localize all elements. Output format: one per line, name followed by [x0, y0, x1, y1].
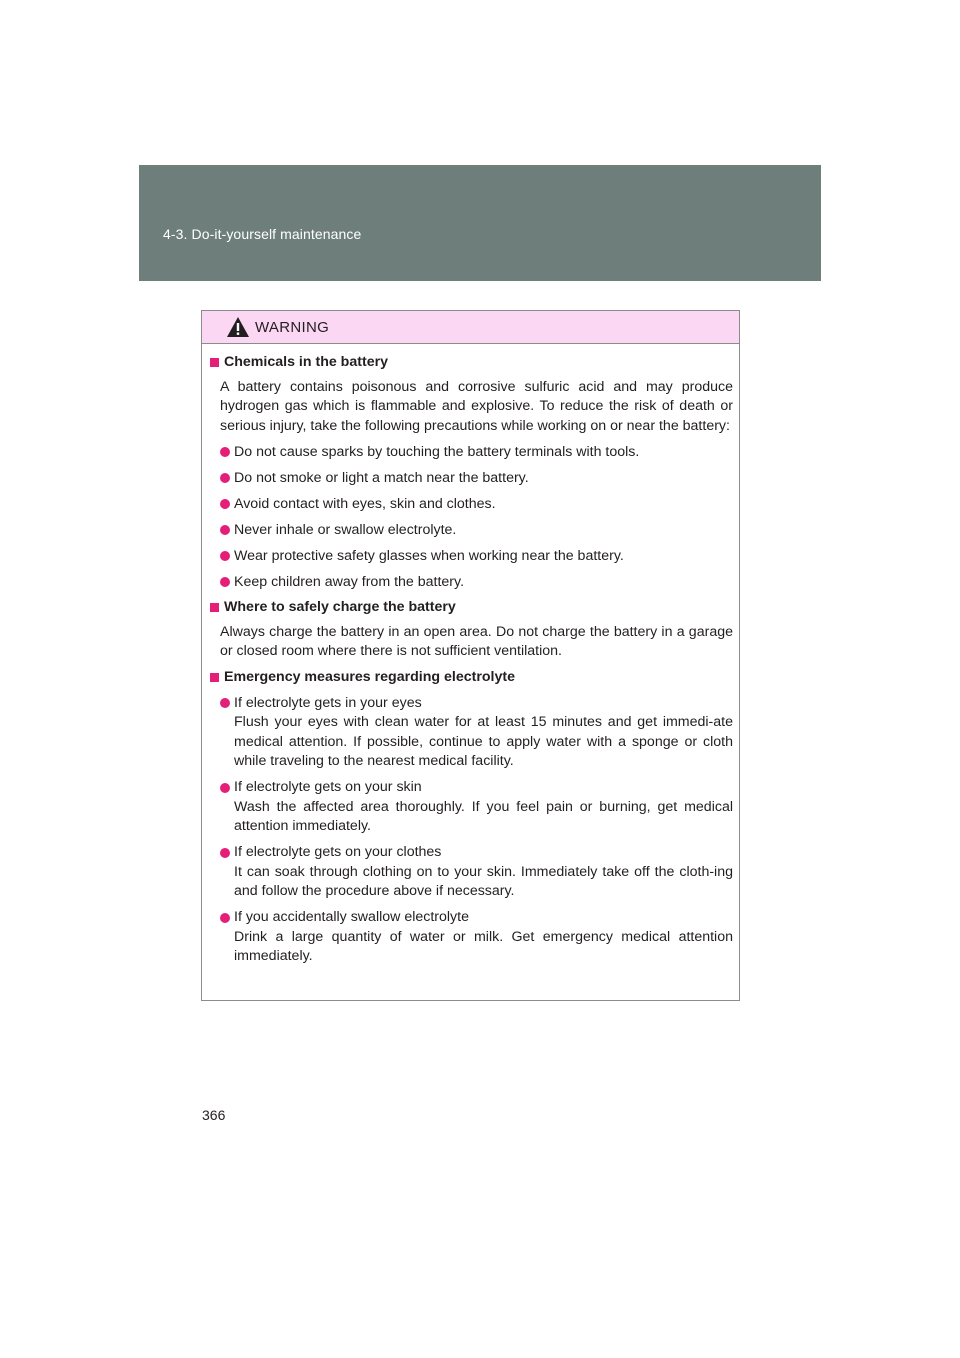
page-number: 366 [202, 1107, 226, 1123]
section-paragraph: Always charge the battery in an open area. Do not charge the battery in a garage or closed room where there is not sufficient ventilation. [220, 623, 733, 659]
circle-bullet-icon [220, 447, 230, 457]
section-heading: Emergency measures regarding electrolyte [208, 668, 733, 688]
circle-bullet-icon [220, 698, 230, 708]
warning-body [202, 344, 739, 967]
warning-triangle-icon [226, 316, 250, 338]
circle-bullet-icon [220, 473, 230, 483]
square-bullet-icon [210, 358, 219, 367]
item-title: If electrolyte gets on your skin [234, 779, 422, 795]
item-title: If you accidentally swallow electrolyte [234, 909, 469, 925]
section-paragraph: A battery contains poisonous and corrosive sulfuric acid and may produce hydrogen gas which is flammable and explosive. To reduce the risk of death or serious injury, take the following precautions while working on or near the battery: [220, 378, 733, 434]
item-title: If electrolyte gets in your eyes [234, 694, 422, 711]
item-text: Drink a large quantity of water or milk. Get emergency medical attention immediately. [234, 928, 733, 964]
warning-box [201, 310, 740, 1001]
section-heading: Where to safely charge the battery [208, 598, 733, 618]
circle-bullet-icon [220, 913, 230, 923]
circle-bullet-icon [220, 551, 230, 561]
warning-header [202, 311, 739, 344]
list-item: Never inhale or swallow electrolyte. [208, 521, 733, 541]
circle-bullet-icon [220, 783, 230, 793]
circle-bullet-icon [220, 848, 230, 858]
circle-bullet-icon [220, 525, 230, 535]
list-item: Do not cause sparks by touching the battery terminals with tools. [208, 443, 733, 463]
list-item: Do not smoke or light a match near the battery. [208, 469, 733, 489]
chapter-header-band [139, 165, 821, 281]
list-item: Wear protective safety glasses when working near the battery. [208, 547, 733, 567]
square-bullet-icon [210, 603, 219, 612]
square-bullet-icon [210, 673, 219, 682]
list-item: Keep children away from the battery. [208, 573, 733, 593]
list-item [208, 843, 733, 902]
item-title: If electrolyte gets on your clothes [234, 844, 442, 860]
list-item: Avoid contact with eyes, skin and clothes. [208, 495, 733, 515]
list-item [208, 694, 733, 772]
item-text: Flush your eyes with clean water for at least 15 minutes and get immedi-ate medical attention. If possible, continue to apply water with a sponge or cloth while traveling to the nearest medical facility. [234, 714, 733, 769]
list-item [208, 778, 733, 837]
section-title: 4-3. Do-it-yourself maintenance [163, 226, 362, 242]
item-text: Wash the affected area thoroughly. If you feel pain or burning, get medical attention immediately. [234, 798, 733, 834]
list-item [208, 908, 733, 967]
warning-title: WARNING [255, 318, 330, 336]
circle-bullet-icon [220, 499, 230, 509]
section-heading: Chemicals in the battery [208, 353, 733, 373]
item-text: It can soak through clothing on to your skin. Immediately take off the cloth-ing and follow the procedure above if necessary. [234, 863, 733, 899]
circle-bullet-icon [220, 577, 230, 587]
